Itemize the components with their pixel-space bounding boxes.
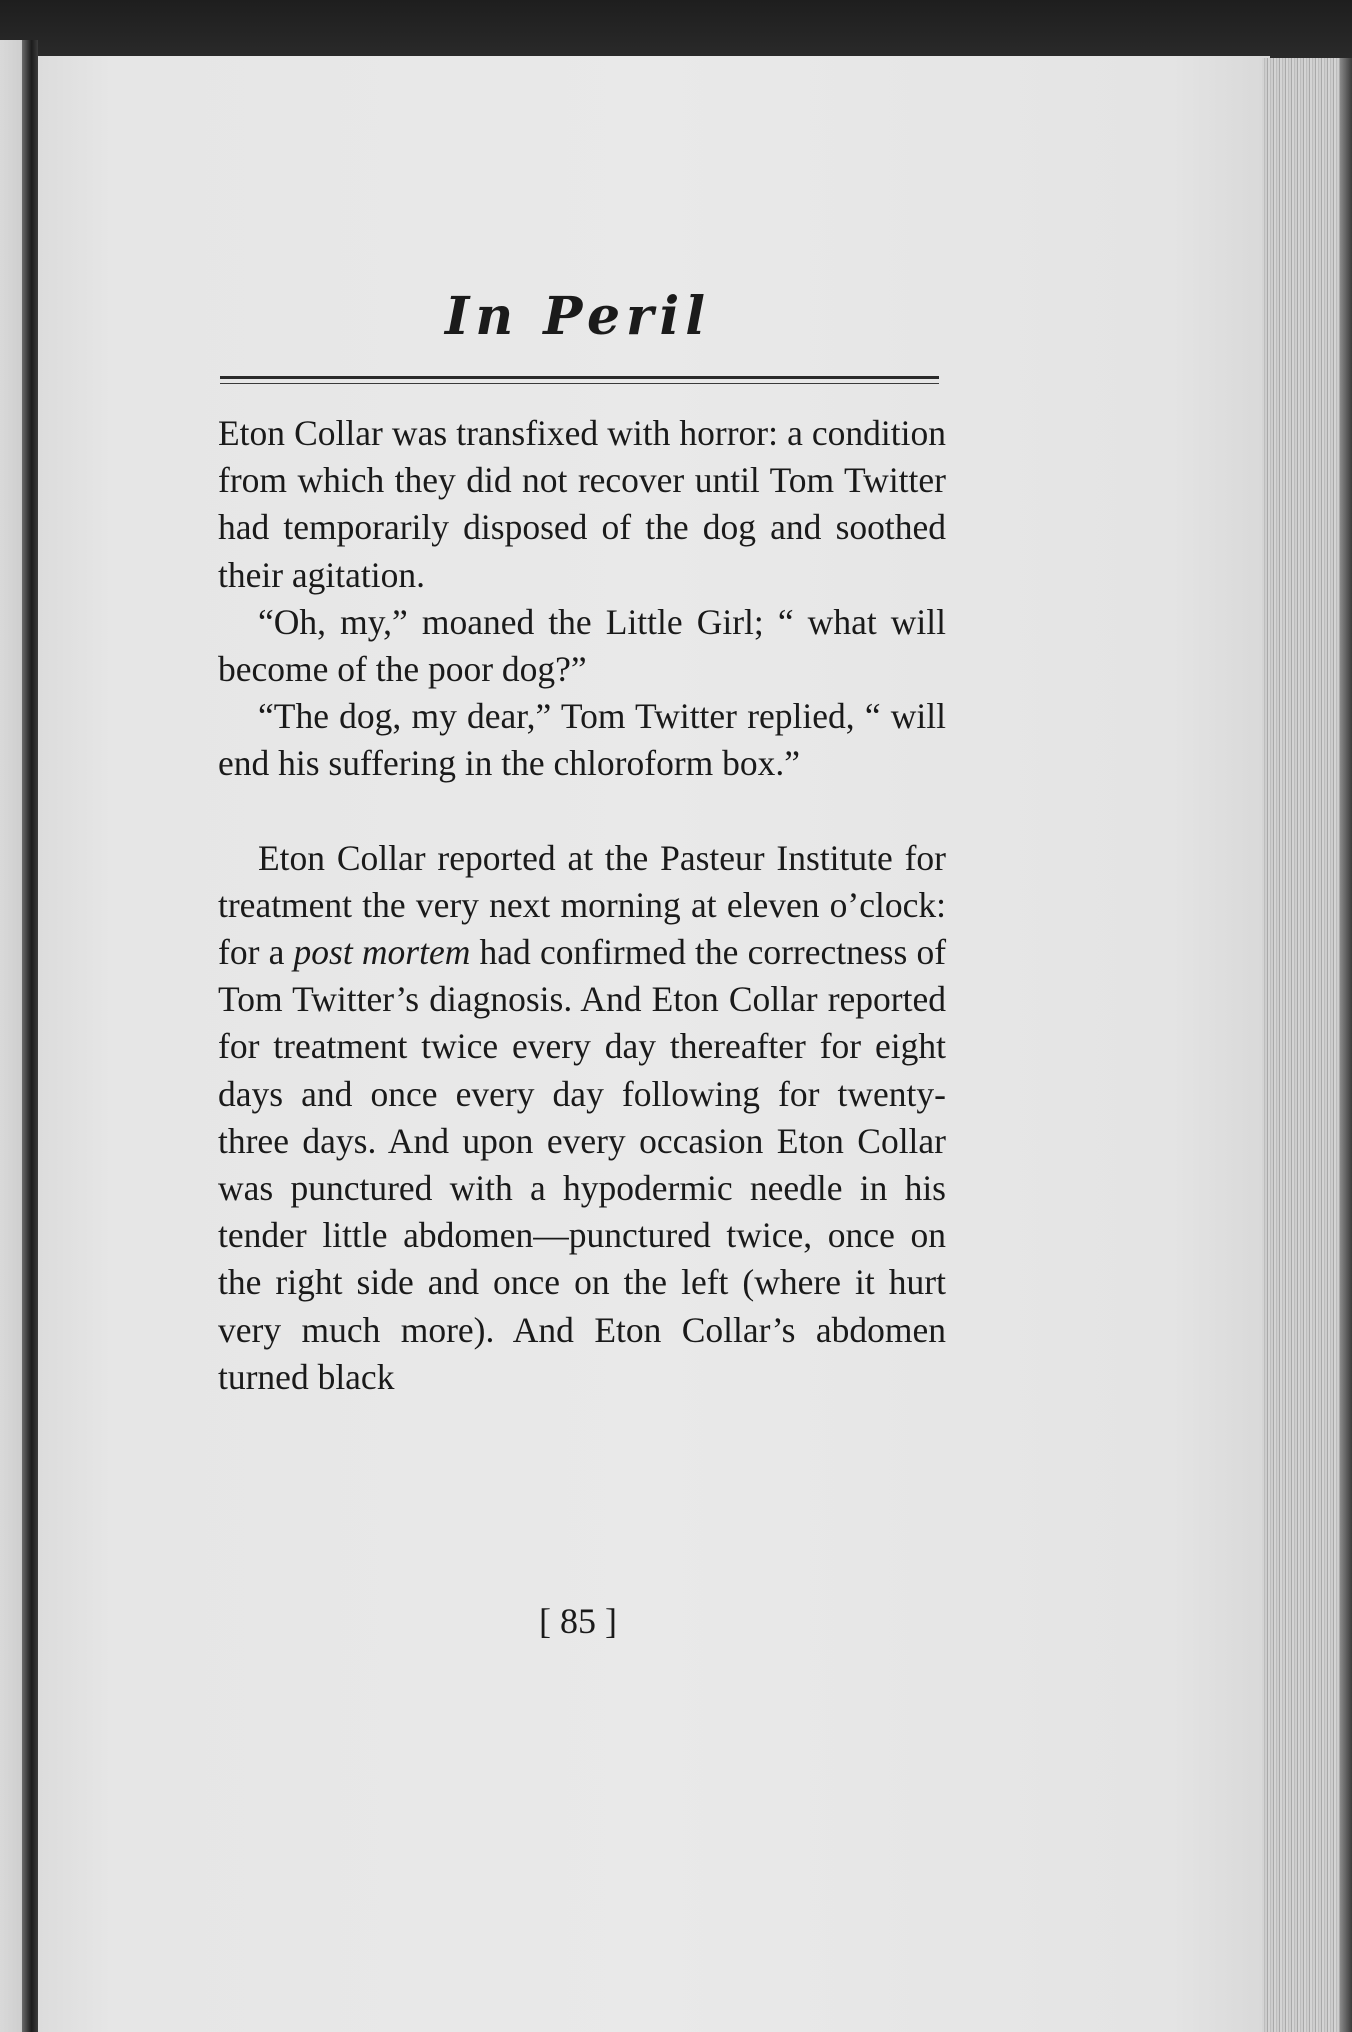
running-title: In Peril <box>445 286 711 347</box>
header-rule <box>220 376 939 384</box>
paragraph <box>218 835 946 1401</box>
paragraph-text: had confirmed the correctness of Tom Twitter’s diagnosis. And Eton Collar reported for treatment twice every day thereafter for eight days and once every day following for twenty-three days. And upon every occasion Eton Collar was punctured with a hypodermic needle in his tender little abdomen—punctured twice, once on the right side and once on the left (where it hurt very much more). And Eton Collar’s abdomen turned black <box>218 932 947 1397</box>
italic-phrase: post mortem <box>293 932 471 973</box>
book-binding <box>22 40 38 2032</box>
paragraph: “The dog, my dear,” Tom Twitter replied, “ will end his suffering in the chloroform box.” <box>218 696 946 784</box>
paragraph-text: Eton Collar reported at the Pasteur Institute for treatment the very next morning at eleven o’clock: for a <box>218 837 946 973</box>
paragraph: Eton Collar was transfixed with horror: a condition from which they did not recover until Tom Twitter had temporarily disposed of the dog and soothed their agitation. <box>218 413 946 595</box>
paragraph: “Oh, my,” moaned the Little Girl; “ what will become of the poor dog?” <box>218 601 946 690</box>
section-break <box>218 788 946 835</box>
page-stack-edges <box>1262 58 1352 2032</box>
page-number: [ 85 ] <box>539 1601 617 1641</box>
body-text <box>218 410 946 1401</box>
